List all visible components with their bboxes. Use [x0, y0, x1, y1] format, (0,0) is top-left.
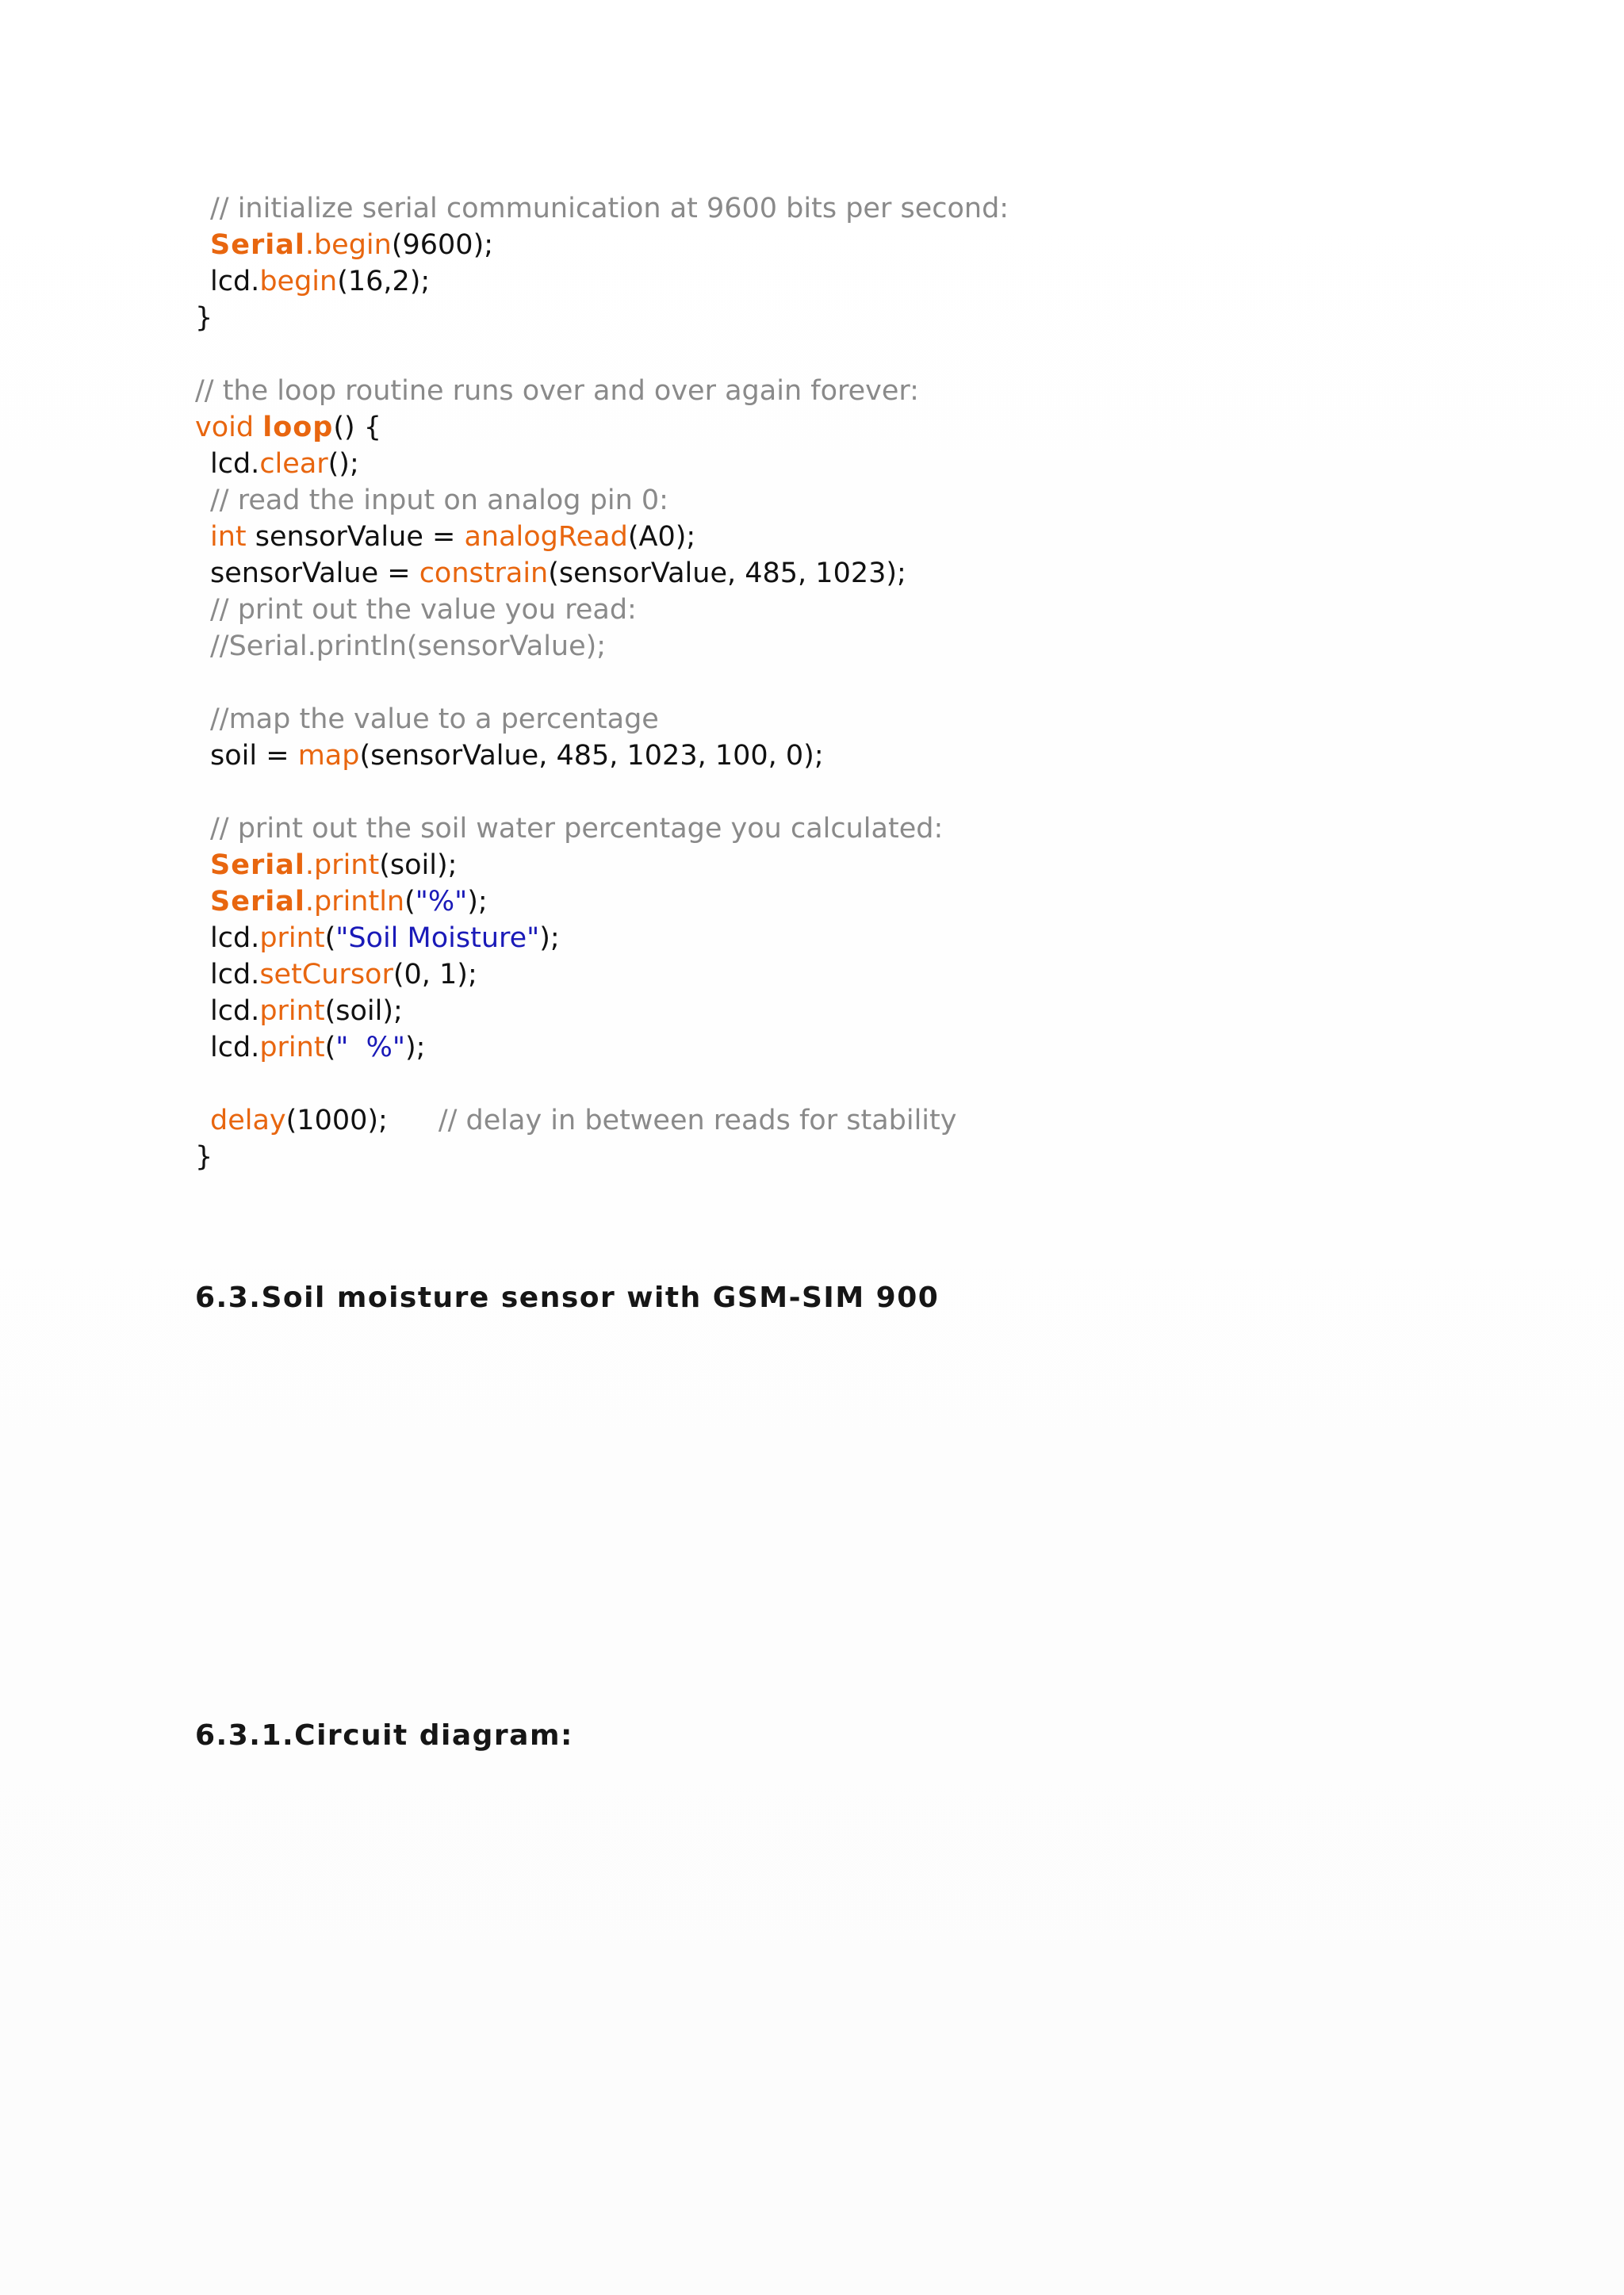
subsection-heading: 6.3.1.Circuit diagram: — [195, 1719, 573, 1752]
code-line — [195, 956, 1543, 993]
code-function: print — [313, 849, 380, 881]
code-function: constrain — [419, 557, 549, 589]
code-function: print — [259, 922, 325, 954]
code-text: ); — [467, 886, 488, 918]
code-listing — [195, 190, 1543, 1175]
code-object: Serial — [210, 849, 305, 881]
code-line — [195, 1029, 1543, 1066]
code-text: () { — [333, 412, 382, 443]
code-function: setCursor — [259, 959, 393, 990]
code-line — [195, 701, 1543, 738]
code-comment: // read the input on analog pin 0: — [210, 485, 668, 516]
code-comment: //Serial.println(sensorValue); — [210, 630, 607, 662]
code-line — [195, 555, 1543, 592]
code-text: (); — [327, 448, 359, 480]
code-line — [195, 847, 1543, 883]
code-function: println — [313, 886, 405, 918]
code-line — [195, 628, 1543, 665]
code-text: soil = — [210, 740, 298, 772]
code-line — [195, 482, 1543, 519]
code-object: lcd. — [210, 448, 260, 480]
code-text: sensorValue = — [246, 521, 465, 553]
code-line — [195, 920, 1543, 956]
code-string: "Soil Moisture" — [335, 922, 540, 954]
code-keyword: void — [195, 412, 255, 443]
code-line — [195, 300, 1543, 336]
code-line — [195, 446, 1543, 482]
code-brace: } — [195, 1141, 213, 1173]
code-dot: . — [304, 229, 314, 261]
code-object: Serial — [210, 886, 305, 918]
code-text: (sensorValue, 485, 1023); — [548, 557, 906, 589]
code-object: lcd. — [210, 1032, 260, 1063]
code-string: "%" — [415, 886, 468, 918]
code-blank-line — [195, 1066, 1543, 1102]
code-line — [195, 883, 1543, 920]
code-text: (16,2); — [337, 266, 431, 297]
code-blank-line — [195, 336, 1543, 373]
code-function: begin — [313, 229, 392, 261]
code-brace: } — [195, 302, 213, 334]
code-line — [195, 738, 1543, 774]
code-comment: // delay in between reads for stability — [438, 1105, 957, 1136]
code-text: ); — [539, 922, 560, 954]
code-function: delay — [210, 1105, 286, 1136]
code-line — [195, 263, 1543, 300]
code-string: " %" — [335, 1032, 405, 1063]
code-text: (sensorValue, 485, 1023, 100, 0); — [359, 740, 824, 772]
code-text: (soil); — [379, 849, 458, 881]
code-function: loop — [262, 412, 334, 443]
code-function: print — [259, 995, 325, 1027]
code-text: ( — [404, 886, 416, 918]
code-function: begin — [259, 266, 338, 297]
code-function: print — [259, 1032, 325, 1063]
section-heading: 6.3.Soil moisture sensor with GSM-SIM 900 — [195, 1282, 940, 1314]
code-keyword: int — [210, 521, 247, 553]
code-text: sensorValue = — [210, 557, 419, 589]
code-text: ( — [324, 922, 336, 954]
code-object: lcd. — [210, 922, 260, 954]
code-line — [195, 373, 1543, 409]
code-comment: //map the value to a percentage — [210, 703, 659, 735]
code-line — [195, 190, 1543, 227]
code-text: (soil); — [324, 995, 403, 1027]
code-blank-line — [195, 774, 1543, 810]
code-line — [195, 1102, 1543, 1139]
code-comment: // initialize serial communication at 9600 bits per second: — [210, 193, 1009, 224]
code-comment: // print out the value you read: — [210, 594, 637, 626]
code-text: (9600); — [391, 229, 494, 261]
code-text: (1000); — [285, 1105, 388, 1136]
code-line — [195, 1139, 1543, 1175]
code-object: lcd. — [210, 995, 260, 1027]
code-comment: // print out the soil water percentage you calculated: — [210, 813, 944, 845]
code-dot: . — [304, 849, 314, 881]
code-function: clear — [259, 448, 328, 480]
code-line — [195, 810, 1543, 847]
code-text: (0, 1); — [393, 959, 477, 990]
code-line — [195, 227, 1543, 263]
code-text: ); — [404, 1032, 426, 1063]
code-object: Serial — [210, 229, 305, 261]
code-blank-line — [195, 665, 1543, 701]
code-line — [195, 592, 1543, 628]
code-comment: // the loop routine runs over and over again forever: — [195, 375, 919, 407]
code-object: lcd. — [210, 266, 260, 297]
code-dot: . — [304, 886, 314, 918]
code-function: analogRead — [464, 521, 628, 553]
code-line — [195, 993, 1543, 1029]
code-line — [195, 409, 1543, 446]
code-text: (A0); — [627, 521, 696, 553]
code-function: map — [297, 740, 360, 772]
code-object: lcd. — [210, 959, 260, 990]
code-line — [195, 519, 1543, 555]
code-text: ( — [324, 1032, 336, 1063]
